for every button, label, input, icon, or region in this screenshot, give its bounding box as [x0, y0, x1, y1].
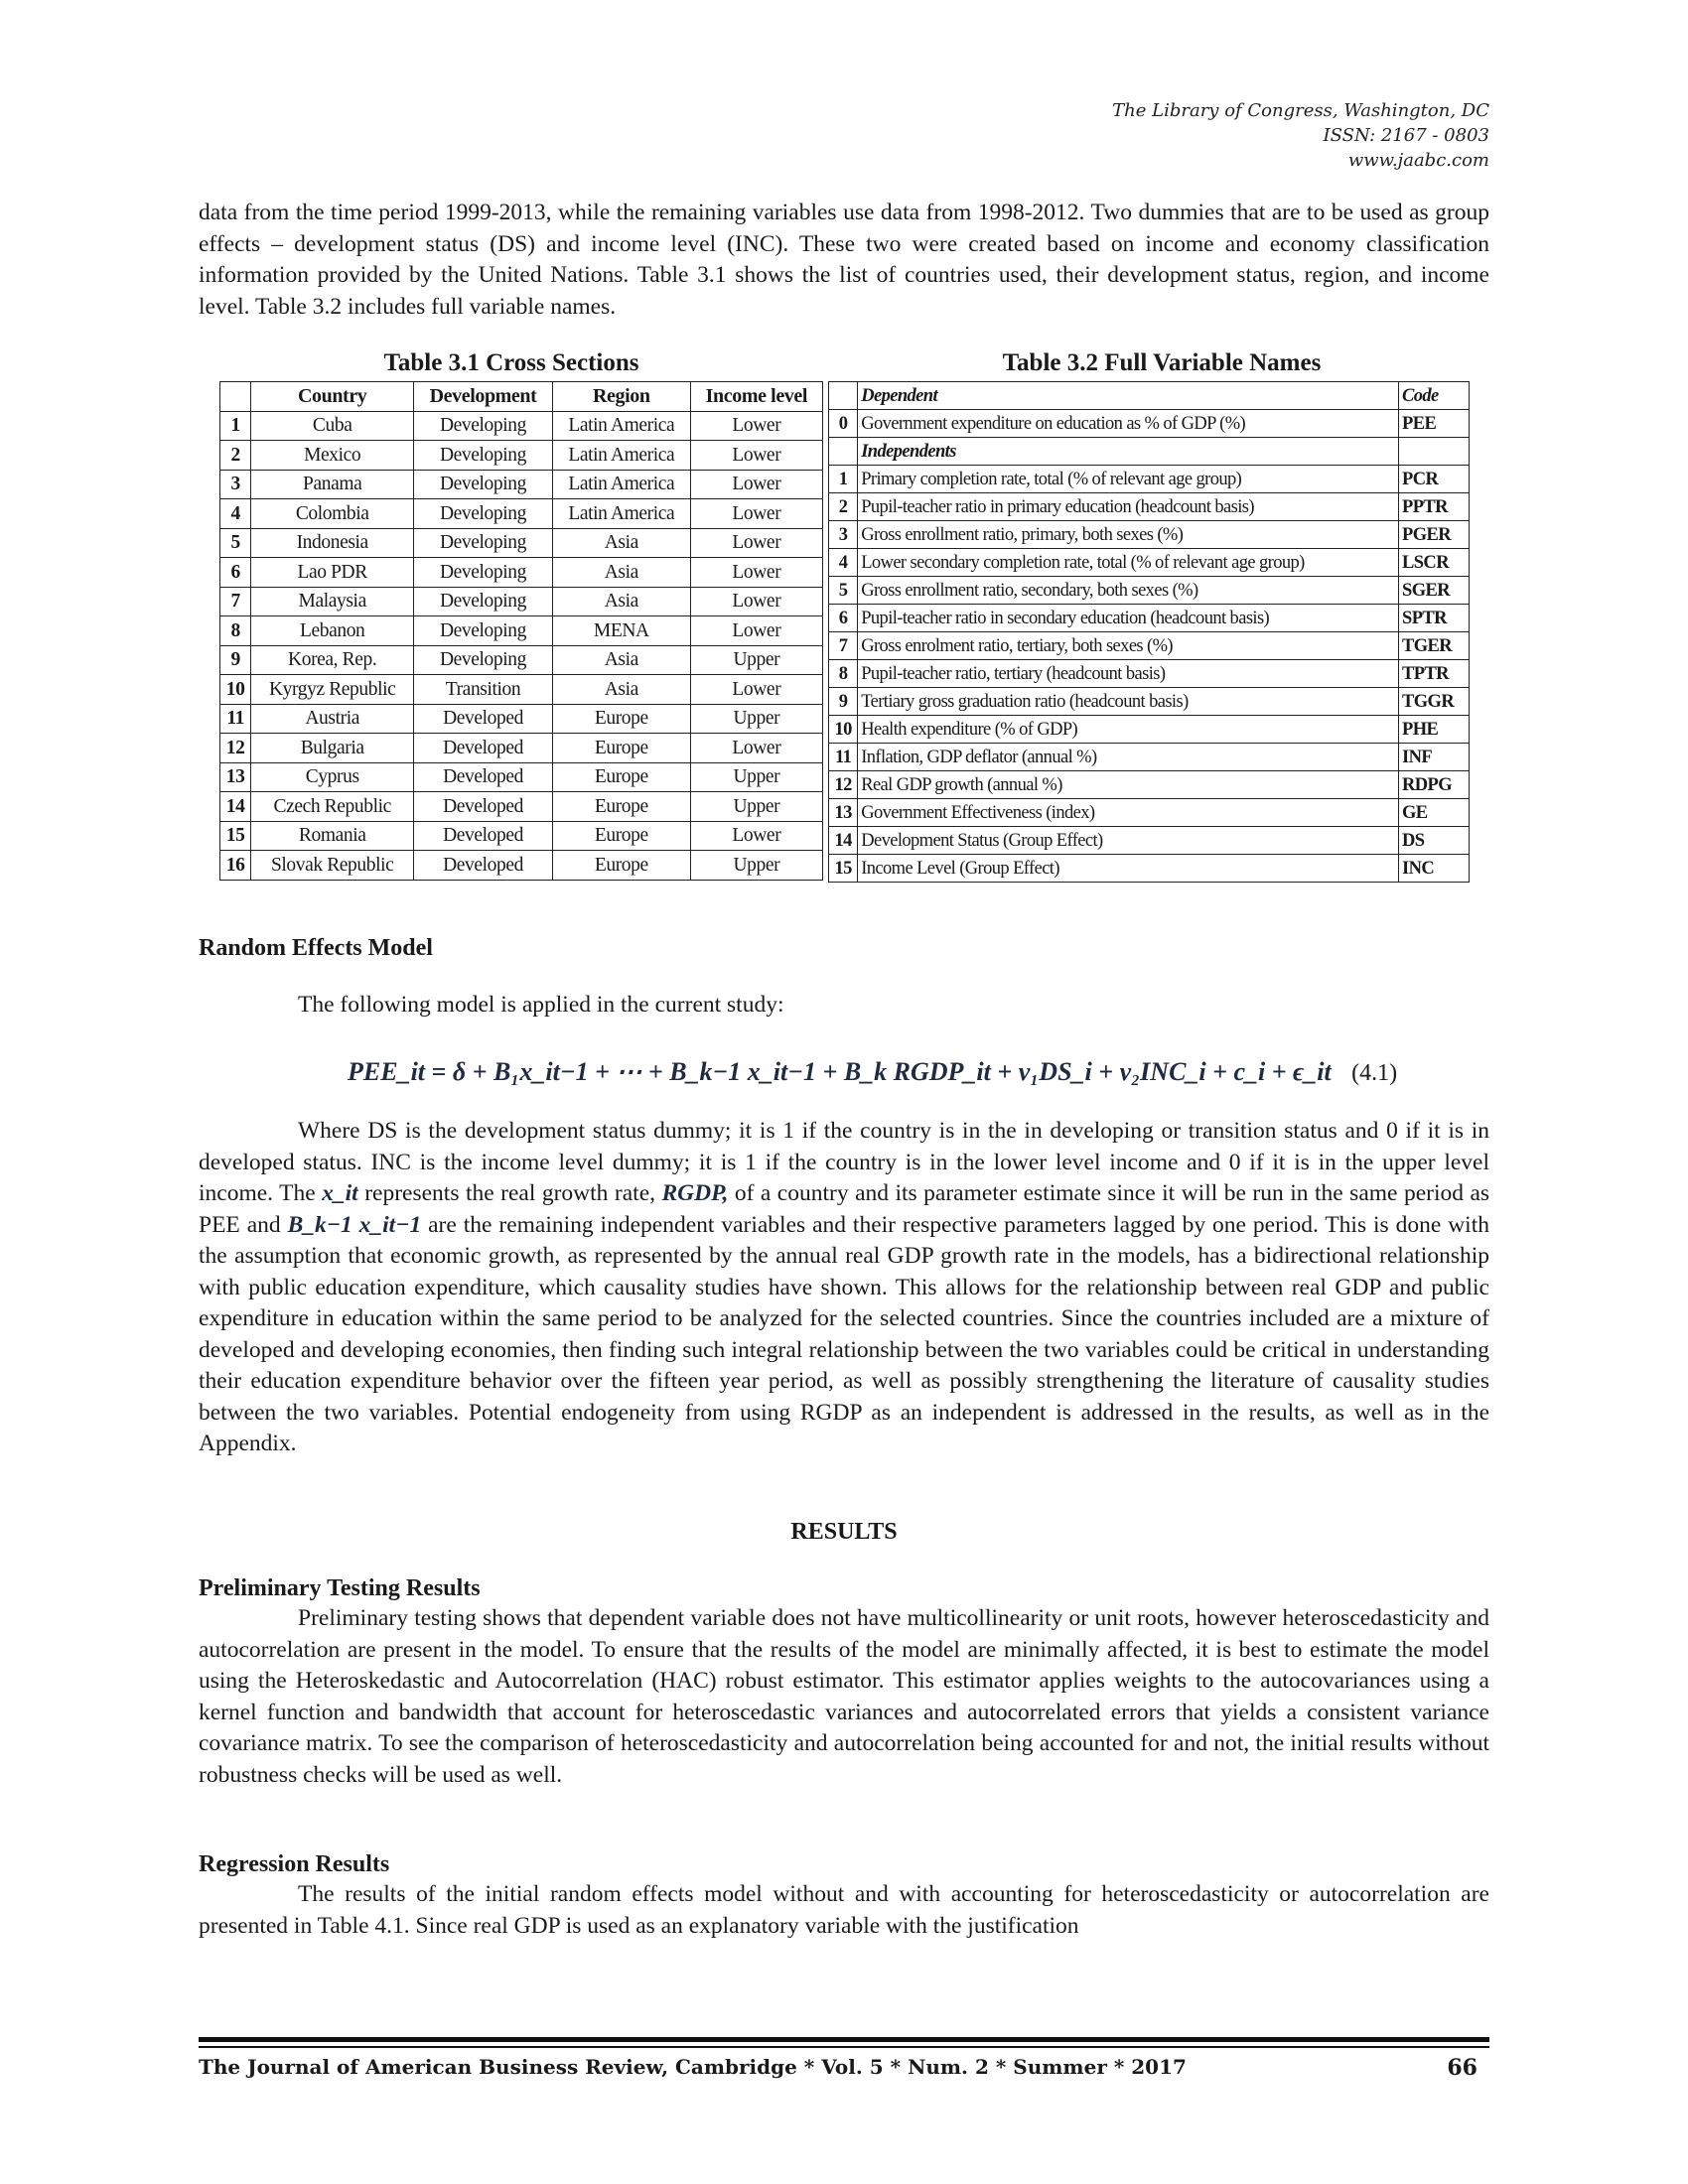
table-cell: Bulgaria: [251, 734, 414, 763]
table-row: [829, 410, 1470, 438]
table-cell: Mexico: [251, 441, 414, 471]
table-cell: Lower: [690, 558, 822, 588]
table-cell: Lower: [690, 441, 822, 471]
page-number: 66: [1447, 2055, 1477, 2081]
table-cell: Developing: [414, 645, 553, 675]
code-label: Code: [1399, 382, 1470, 410]
table-row: [220, 587, 823, 616]
table-cell: Lower: [690, 734, 822, 763]
table-row: [829, 771, 1470, 799]
table-row: [220, 851, 823, 881]
table-cell: Europe: [552, 734, 690, 763]
table-cell: Lower: [690, 411, 822, 441]
table-row: [829, 716, 1470, 744]
table-cell: Developed: [414, 821, 553, 851]
header-line-1: The Library of Congress, Washington, DC: [1112, 100, 1489, 121]
table-cell: Latin America: [552, 499, 690, 529]
table-cell: 4: [829, 549, 858, 577]
model-lead-text: The following model is applied in the current study:: [298, 992, 784, 1018]
table-header-cell: Country: [251, 382, 414, 412]
table-cell: Czech Republic: [251, 792, 414, 822]
equation-body: PEE_it = δ + B₁x_it−1 + ⋯ + B_k−1 x_it−1 + B_k RGDP_it + v₁DS_i + v₂INC_i + c_i + ϵ_it: [348, 1057, 1332, 1086]
table-cell: 11: [829, 744, 858, 771]
table-cell: Lower: [690, 470, 822, 499]
table-cell: Gross enrolment ratio, tertiary, both sexes (%): [858, 632, 1399, 660]
table-cell: 16: [220, 851, 251, 881]
table-cell: 2: [829, 493, 858, 521]
table-cell: 12: [829, 771, 858, 799]
page-footer: [199, 2055, 1489, 2079]
table-row: [829, 438, 1470, 466]
table-cell: Inflation, GDP deflator (annual %): [858, 744, 1399, 771]
table-cell: Tertiary gross graduation ratio (headcount basis): [858, 688, 1399, 716]
table-cell: SPTR: [1399, 605, 1470, 632]
symbol-rgdp: RGDP,: [661, 1180, 729, 1206]
table-cell: 8: [829, 660, 858, 688]
table-cell: Cyprus: [251, 762, 414, 792]
table-row: [220, 441, 823, 471]
table-cell: Lower: [690, 821, 822, 851]
table-cell: Primary completion rate, total (% of relevant age group): [858, 466, 1399, 493]
table-cell: Developing: [414, 528, 553, 558]
table-cell: Developing: [414, 470, 553, 499]
table-cell: Gross enrollment ratio, secondary, both sexes (%): [858, 577, 1399, 605]
table-row: [220, 470, 823, 499]
table-cell: 3: [220, 470, 251, 499]
table-cell: 9: [829, 688, 858, 716]
results-heading: RESULTS: [790, 1519, 898, 1545]
table-cell: Latin America: [552, 470, 690, 499]
table-row: [220, 499, 823, 529]
table-cell: PPTR: [1399, 493, 1470, 521]
table-cell: Asia: [552, 675, 690, 705]
independents-label: Independents: [858, 438, 1399, 466]
table-cell: 15: [220, 821, 251, 851]
table-cell: 10: [829, 716, 858, 744]
table-cell: Latin America: [552, 411, 690, 441]
table-cell: Upper: [690, 762, 822, 792]
table-row: [829, 577, 1470, 605]
table-header-cell: [220, 382, 251, 412]
table-row: [829, 493, 1470, 521]
table-cell: RDPG: [1399, 771, 1470, 799]
table-cell: 4: [220, 499, 251, 529]
table-cell: Developing: [414, 558, 553, 588]
table-cell: 9: [220, 645, 251, 675]
table-cell: Upper: [690, 645, 822, 675]
table-cell: INC: [1399, 855, 1470, 883]
table-cell: Developing: [414, 411, 553, 441]
table-cell: Colombia: [251, 499, 414, 529]
table-cell: 8: [220, 616, 251, 646]
table-row: [829, 549, 1470, 577]
table-cell: 5: [220, 528, 251, 558]
table-cell: 6: [829, 605, 858, 632]
table-cell: 10: [220, 675, 251, 705]
table-cell: PEE: [1399, 410, 1470, 438]
table-row: [220, 792, 823, 822]
table-row: [829, 827, 1470, 855]
table-header-cell: Income level: [690, 382, 822, 412]
table-cell: 1: [829, 466, 858, 493]
table-cell: Upper: [690, 792, 822, 822]
table-header-cell: Region: [552, 382, 690, 412]
table-row: [220, 616, 823, 646]
table-row: [220, 558, 823, 588]
table-cell: 14: [829, 827, 858, 855]
equation-4-1: [348, 1057, 1397, 1087]
table-row: [220, 821, 823, 851]
table-cell: Austria: [251, 704, 414, 734]
table-3-2-caption: Table 3.2 Full Variable Names: [1002, 349, 1322, 376]
table-cell: 15: [829, 855, 858, 883]
table-cell: Lower: [690, 587, 822, 616]
table-cell: SGER: [1399, 577, 1470, 605]
table-cell: PCR: [1399, 466, 1470, 493]
table-cell: Asia: [552, 558, 690, 588]
table-cell: Cuba: [251, 411, 414, 441]
table-header-row: [829, 382, 1470, 410]
table-cell: Indonesia: [251, 528, 414, 558]
text-run: are the remaining independent variables and their respective parameters lagged by one period. This is done with the assumption that economic growth, as represented by the annual real GDP growth rate in the models, has a bidirectional relationship with public education expenditure, which causality studies have shown. This allows for the relationship between real GDP and public expenditure in education within the same period to be analyzed for the selected countries. Since the countries included are a mixture of developed and developing economies, then finding such integral relationship between the two variables could be critical in understanding their education expenditure behavior over the fifteen year period, as well as possibly strengthening the literature of causality studies between the two variables. Potential endogeneity from using RGDP as an independent is addressed in the results, as well as in the Appendix.: [199, 1211, 1489, 1456]
table-cell: 13: [829, 799, 858, 827]
table-cell: Real GDP growth (annual %): [858, 771, 1399, 799]
table-row: [829, 632, 1470, 660]
table-cell: Korea, Rep.: [251, 645, 414, 675]
table-cell: 7: [220, 587, 251, 616]
table-cell: [829, 438, 858, 466]
table-cell: Lower: [690, 675, 822, 705]
table-cell: Developed: [414, 851, 553, 881]
table-3-1: [219, 381, 823, 881]
table-cell: Asia: [552, 587, 690, 616]
table-row: [220, 645, 823, 675]
text-run: of a country and its parameter estimate since it will be run in the same period as PEE and: [199, 1180, 1490, 1238]
table-row: [829, 799, 1470, 827]
table-row: [220, 411, 823, 441]
header-line-2: ISSN: 2167 - 0803: [1323, 125, 1489, 146]
intro-paragraph: data from the time period 1999-2013, while the remaining variables use data from 1998-2012. Two dummies that are to be used as group effects – development status (DS) and income level (INC). These two were created based on income and economy classification information provided by the United Nations. Table 3.1 shows the list of countries used, their development status, region, and income level. Table 3.2 includes full variable names.: [199, 200, 1489, 320]
table-cell: MENA: [552, 616, 690, 646]
table-cell: 12: [220, 734, 251, 763]
table-cell: Lower: [690, 499, 822, 529]
table-cell: Health expenditure (% of GDP): [858, 716, 1399, 744]
table-cell: LSCR: [1399, 549, 1470, 577]
table-cell: Pupil-teacher ratio in primary education (headcount basis): [858, 493, 1399, 521]
table-cell: Panama: [251, 470, 414, 499]
table-cell: [829, 382, 858, 410]
dependent-label: Dependent: [858, 382, 1399, 410]
symbol-bk: B_k−1 x_it−1: [287, 1211, 422, 1238]
table-cell: TGER: [1399, 632, 1470, 660]
running-header: [1112, 98, 1489, 173]
table-cell: DS: [1399, 827, 1470, 855]
table-cell: Slovak Republic: [251, 851, 414, 881]
table-cell: Developing: [414, 587, 553, 616]
table-row: [829, 466, 1470, 493]
table-cell: 14: [220, 792, 251, 822]
table-cell: Europe: [552, 792, 690, 822]
table-row: [220, 734, 823, 763]
text-run: represents the real growth rate,: [364, 1180, 655, 1206]
table-row: [220, 528, 823, 558]
table-cell: Developed: [414, 762, 553, 792]
table-cell: [1399, 438, 1470, 466]
table-cell: 3: [829, 521, 858, 549]
table-cell: Malaysia: [251, 587, 414, 616]
table-cell: 2: [220, 441, 251, 471]
table-3-2: [828, 381, 1470, 883]
table-cell: Upper: [690, 704, 822, 734]
table-cell: Romania: [251, 821, 414, 851]
table-cell: 6: [220, 558, 251, 588]
table-cell: Developing: [414, 616, 553, 646]
table-cell: Government expenditure on education as % of GDP (%): [858, 410, 1399, 438]
table-cell: GE: [1399, 799, 1470, 827]
table-cell: Europe: [552, 821, 690, 851]
table-cell: Asia: [552, 528, 690, 558]
table-cell: Europe: [552, 762, 690, 792]
table-cell: Upper: [690, 851, 822, 881]
text-run: Where DS is the development status dummy; it is 1 if the country is in the in developing or transition status and 0 if it is in developed status. INC is the income level dummy; it is 1 if the country is in the lower level income and 0 if it is in the upper level income. The: [199, 1118, 1489, 1206]
table-cell: Europe: [552, 704, 690, 734]
table-cell: Development Status (Group Effect): [858, 827, 1399, 855]
table-cell: Transition: [414, 675, 553, 705]
table-row: [829, 855, 1470, 883]
table-row: [829, 521, 1470, 549]
table-cell: Gross enrollment ratio, primary, both sexes (%): [858, 521, 1399, 549]
table-cell: Pupil-teacher ratio, tertiary (headcount basis): [858, 660, 1399, 688]
table-cell: Lower: [690, 528, 822, 558]
table-cell: Developed: [414, 704, 553, 734]
regression-heading: Regression Results: [199, 1851, 390, 1877]
regression-text: The results of the initial random effects model without and with accounting for heteroscedasticity or autocorrelation are presented in Table 4.1. Since real GDP is used as an explanatory variable with the justification: [199, 1881, 1489, 1939]
table-header-cell: Development: [414, 382, 553, 412]
equation-number: (4.1): [1351, 1060, 1398, 1086]
section-heading-random-effects: Random Effects Model: [199, 935, 433, 961]
table-cell: Pupil-teacher ratio in secondary education (headcount basis): [858, 605, 1399, 632]
table-row: [829, 688, 1470, 716]
footer-rule-thin: [199, 2046, 1489, 2048]
preliminary-text: Preliminary testing shows that dependent variable does not have multicollinearity or unit roots, however heteroscedasticity and autocorrelation are present in the model. To ensure that the results of the model are minimally affected, it is best to estimate the model using the Heteroskedastic and Autocorrelation (HAC) robust estimator. This estimator applies weights to the autocovariances using a kernel function and bandwidth that account for heteroscedastic variances and autocorrelated errors that yields a consistent variance covariance matrix. To see the comparison of heteroscedasticity and autocorrelation being accounted for and not, the initial results without robustness checks will be used as well.: [199, 1605, 1489, 1788]
table-3-1-caption: Table 3.1 Cross Sections: [383, 349, 639, 376]
table-cell: Lao PDR: [251, 558, 414, 588]
table-cell: Lower: [690, 616, 822, 646]
table-cell: Developing: [414, 499, 553, 529]
footer-rule-thick: [199, 2037, 1489, 2042]
header-line-3: www.jaabc.com: [1347, 150, 1489, 171]
table-cell: Europe: [552, 851, 690, 881]
table-cell: TGGR: [1399, 688, 1470, 716]
table-row: [220, 675, 823, 705]
table-cell: TPTR: [1399, 660, 1470, 688]
table-cell: Lower secondary completion rate, total (% of relevant age group): [858, 549, 1399, 577]
table-cell: 13: [220, 762, 251, 792]
table-cell: Asia: [552, 645, 690, 675]
table-cell: 5: [829, 577, 858, 605]
table-cell: Income Level (Group Effect): [858, 855, 1399, 883]
table-row: [829, 744, 1470, 771]
table-cell: Developed: [414, 734, 553, 763]
model-explanation: [199, 1116, 1489, 1460]
table-row: [220, 704, 823, 734]
preliminary-heading: Preliminary Testing Results: [199, 1575, 481, 1601]
table-cell: Kyrgyz Republic: [251, 675, 414, 705]
table-cell: PHE: [1399, 716, 1470, 744]
table-cell: 1: [220, 411, 251, 441]
table-cell: Latin America: [552, 441, 690, 471]
table-cell: 11: [220, 704, 251, 734]
symbol-xit: x_it: [322, 1180, 358, 1206]
table-row: [829, 660, 1470, 688]
table-cell: Developed: [414, 792, 553, 822]
table-row: [220, 762, 823, 792]
table-cell: Developing: [414, 441, 553, 471]
journal-citation: The Journal of American Business Review, Cambridge * Vol. 5 * Num. 2 * Summer * 2017: [199, 2055, 1187, 2079]
table-cell: INF: [1399, 744, 1470, 771]
table-cell: PGER: [1399, 521, 1470, 549]
table-cell: 7: [829, 632, 858, 660]
table-cell: 0: [829, 410, 858, 438]
table-header-row: [220, 382, 823, 412]
table-row: [829, 605, 1470, 632]
table-cell: Lebanon: [251, 616, 414, 646]
table-cell: Government Effectiveness (index): [858, 799, 1399, 827]
